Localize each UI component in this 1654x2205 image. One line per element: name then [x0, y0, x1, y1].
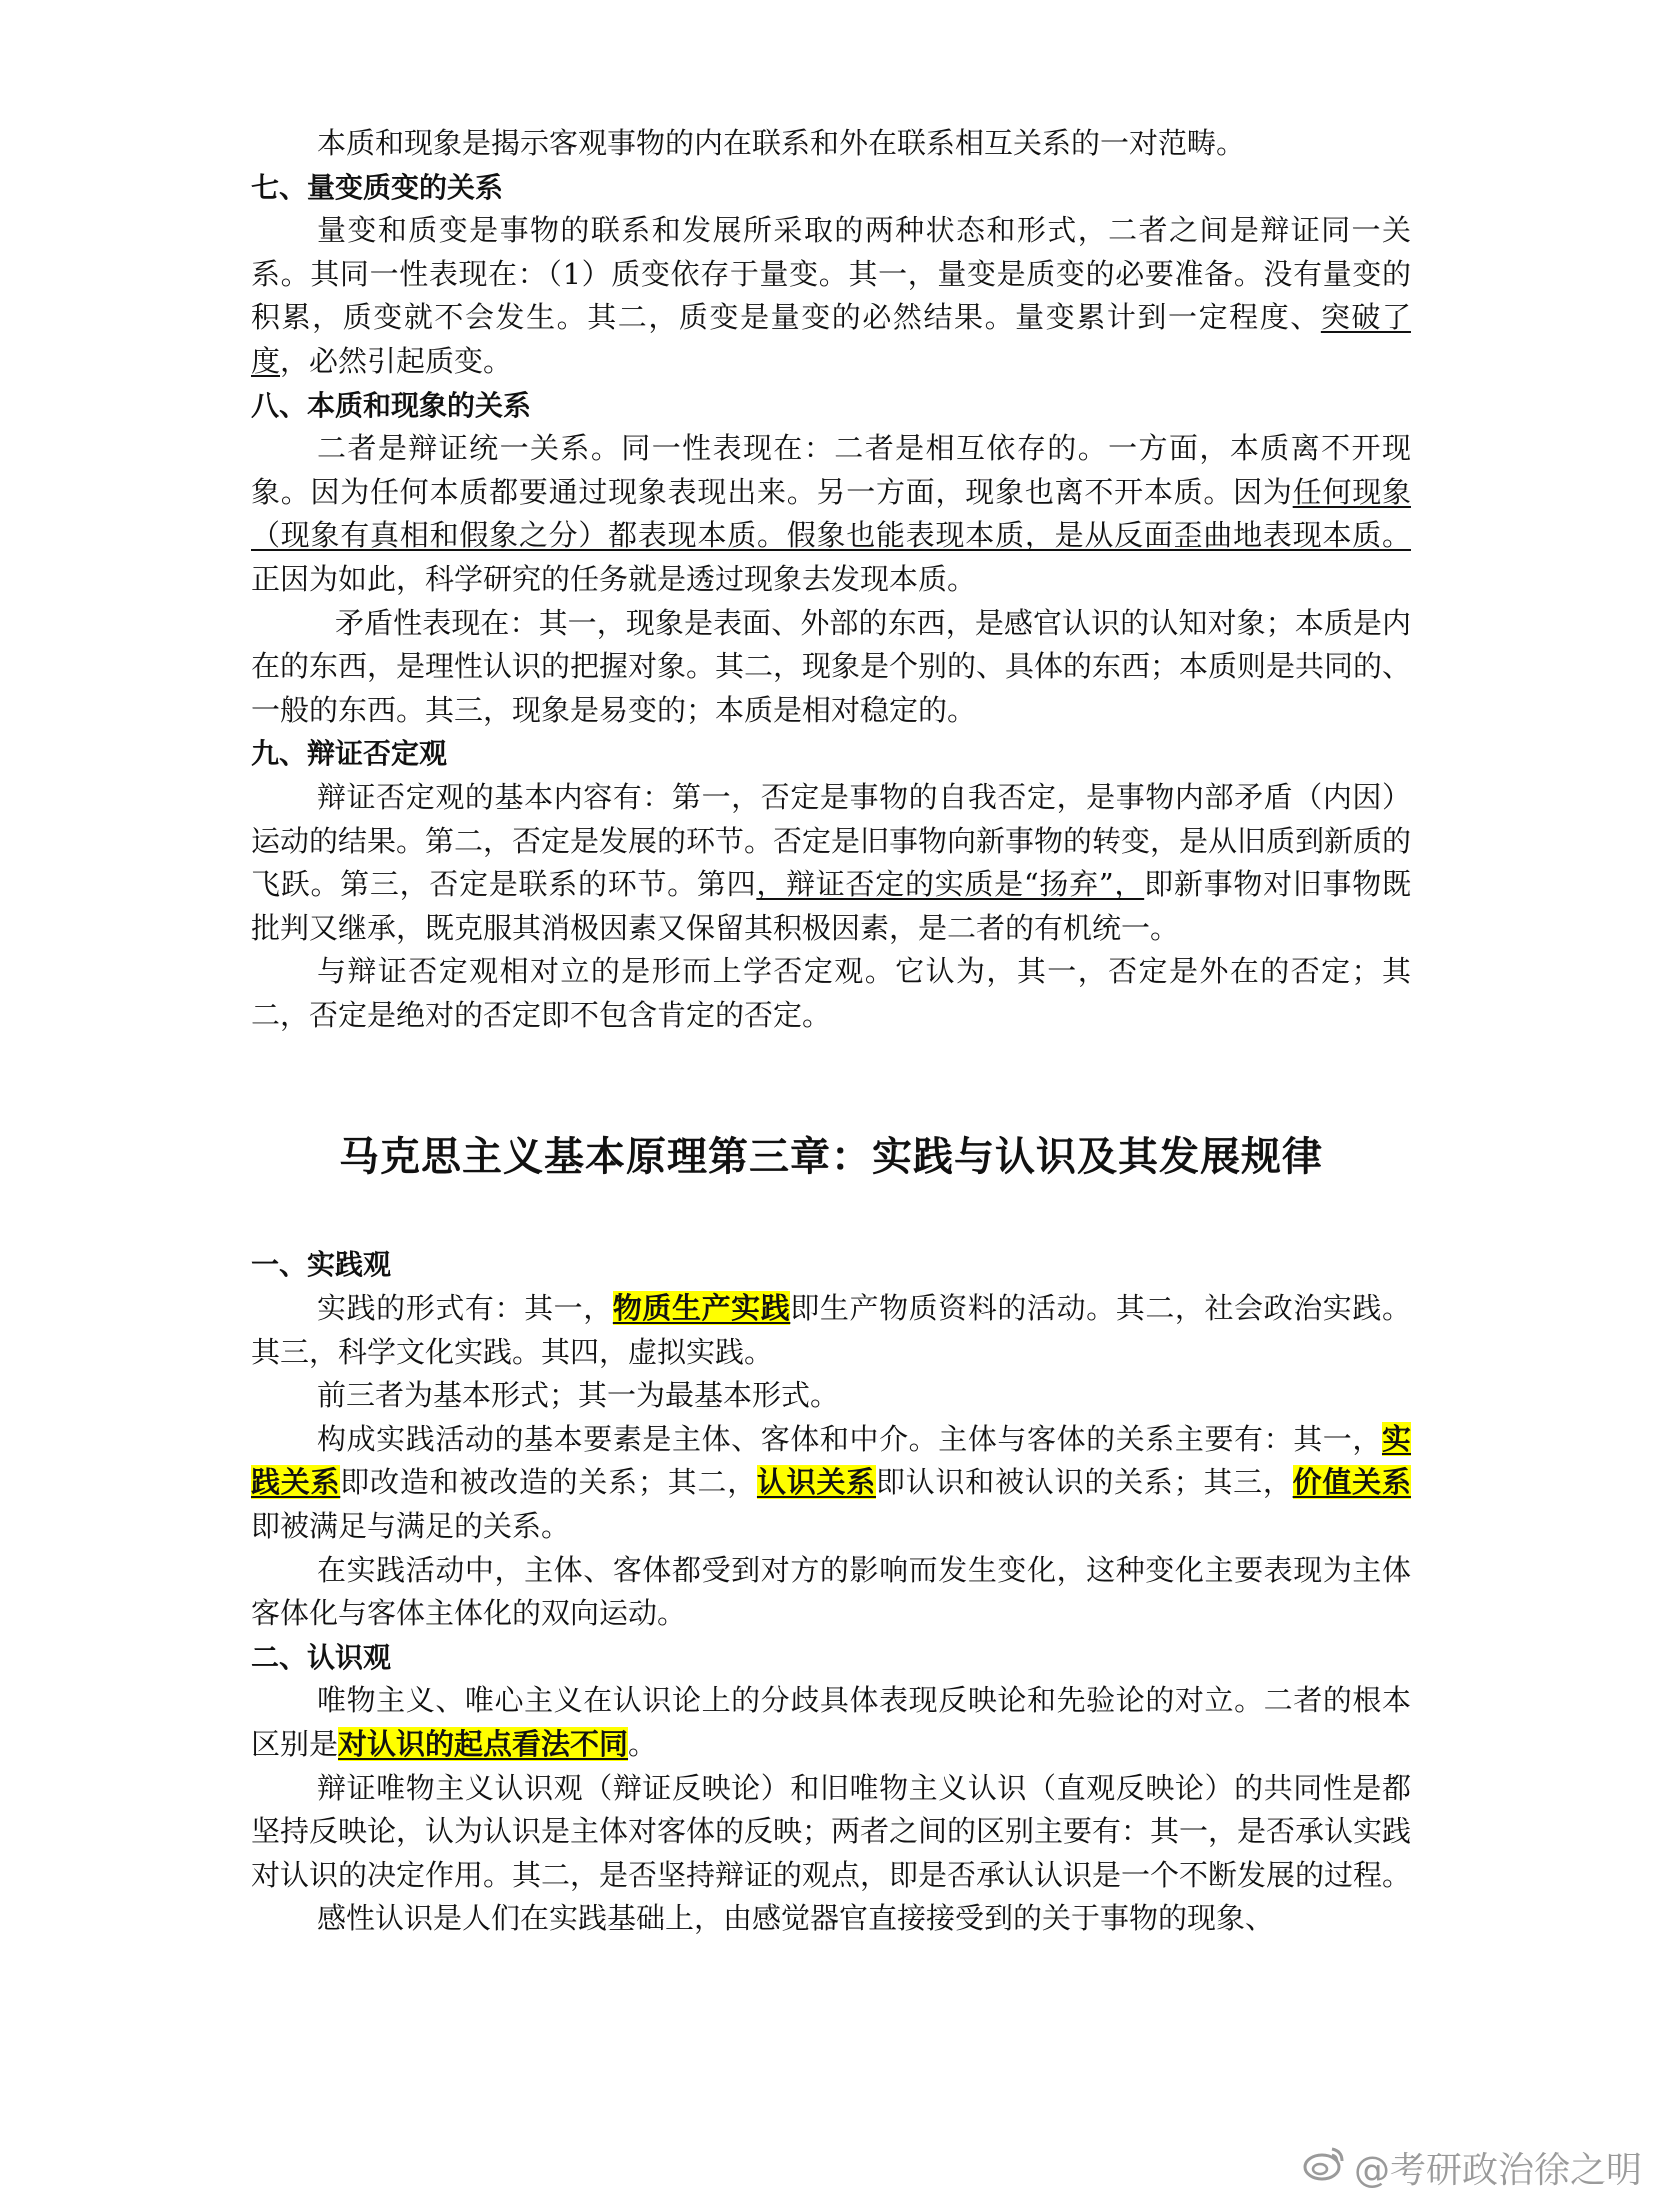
c1-paragraph-2: 前三者为基本形式；其一为最基本形式。 [317, 1378, 840, 1413]
highlighted-term: 价值关系 [1292, 1465, 1411, 1500]
c2-paragraph-1: 唯物主义、唯心主义在认识论上的分歧具体表现反映论和先验论的对立。二者的根本区别是对认识的起点看法不同。 [251, 1683, 1411, 1761]
highlighted-term: 认识关系 [756, 1465, 876, 1500]
s9-paragraph-1: 辩证否定观的基本内容有：第一，否定是事物的自我否定，是事物内部矛盾（内因）运动的结果。第二，否定是发展的环节。否定是旧事物向新事物的转变，是从旧质到新质的飞跃。第三，否定是联系的环节。第四，辩证否定的实质是“扬弃”，即新事物对旧事物既批判又继承，既克服其消极因素又保留其积极因素，是二者的有机统一。 [251, 779, 1412, 945]
highlighted-term: 物质生产实践 [612, 1291, 791, 1326]
s8-paragraph-1: 二者是辩证统一关系。同一性表现在：二者是相互依存的。一方面，本质离不开现象。因为任何本质都要通过现象表现出来。另一方面，现象也离不开本质。因为任何现象（现象有真相和假象之分）都表现本质。假象也能表现本质，是从反面歪曲地表现本质。正因为如此，科学研究的任务就是透过现象去发现本质。 [251, 431, 1411, 596]
heading-c1: 一、实践观 [251, 1248, 392, 1282]
chapter-title: 马克思主义基本原理第三章：实践与认识及其发展规律 [339, 1134, 1323, 1181]
weibo-icon [1302, 2143, 1346, 2192]
underlined-text: 突破了度 [251, 300, 1411, 378]
c1-paragraph-4: 在实践活动中，主体、客体都受到对方的影响而发生变化，这种变化主要表现为主体客体化与客体主体化的双向运动。 [251, 1552, 1411, 1631]
underlined-text: 任何现象（现象有真相和假象之分）都表现本质。假象也能表现本质，是从反面歪曲地表现本质。 [251, 474, 1411, 553]
c1-paragraph-1: 实践的形式有：其一，物质生产实践即生产物质资料的活动。其二，社会政治实践。其三，科学文化实践。其四，虚拟实践。 [251, 1291, 1411, 1369]
document-page [251, 122, 1411, 1941]
underlined-text: ，辩证否定的实质是“扬弃”， [756, 867, 1145, 902]
heading-s9: 九、辩证否定观 [251, 737, 448, 771]
s7-paragraph: 量变和质变是事物的联系和发展所采取的两种状态和形式，二者之间是辩证同一关系。其同一性表现在：（1）质变依存于量变。其一，量变是质变的必要准备。没有量变的积累，质变就不会发生。其二，质变是量变的必然结果。量变累计到一定程度、突破了度，必然引起质变。 [251, 213, 1411, 378]
highlighted-term: 实践关系 [251, 1421, 1411, 1500]
highlighted-term: 对认识的起点看法不同 [338, 1727, 629, 1761]
heading-c2: 二、认识观 [251, 1640, 392, 1674]
c1-paragraph-3: 构成实践活动的基本要素是主体、客体和中介。主体与客体的关系主要有：其一，实践关系即改造和被改造的关系；其二，认识关系即认识和被认识的关系；其三，价值关系即被满足与满足的关系。 [251, 1421, 1411, 1544]
heading-s8: 八、本质和现象的关系 [251, 388, 532, 422]
s8-paragraph-2: 矛盾性表现在：其一，现象是表面、外部的东西，是感官认识的认知对象；本质是内在的东西，是理性认识的把握对象。其二，现象是个别的、具体的东西；本质则是共同的、一般的东西。其三，现象是易变的；本质是相对稳定的。 [251, 605, 1412, 727]
watermark-text: @考研政治徐之明 [1353, 2150, 1642, 2191]
c2-paragraph-3: 感性认识是人们在实践基础上，由感觉器官直接接受到的关于事物的现象、 [317, 1901, 1275, 1936]
s9-paragraph-2: 与辩证否定观相对立的是形而上学否定观。它认为，其一，否定是外在的否定；其二，否定是绝对的否定即不包含肯定的否定。 [251, 954, 1411, 1032]
intro-paragraph: 本质和现象是揭示客观事物的内在联系和外在联系相互关系的一对范畴。 [317, 126, 1246, 160]
watermark [1302, 2142, 1642, 2193]
heading-s7: 七、量变质变的关系 [251, 170, 504, 204]
c2-paragraph-2: 辩证唯物主义认识观（辩证反映论）和旧唯物主义认识（直观反映论）的共同性是都坚持反映论，认为认识是主体对客体的反映；两者之间的区别主要有：其一，是否承认实践对认识的决定作用。其二，是否坚持辩证的观点，即是否承认认识是一个不断发展的过程。 [251, 1770, 1412, 1892]
